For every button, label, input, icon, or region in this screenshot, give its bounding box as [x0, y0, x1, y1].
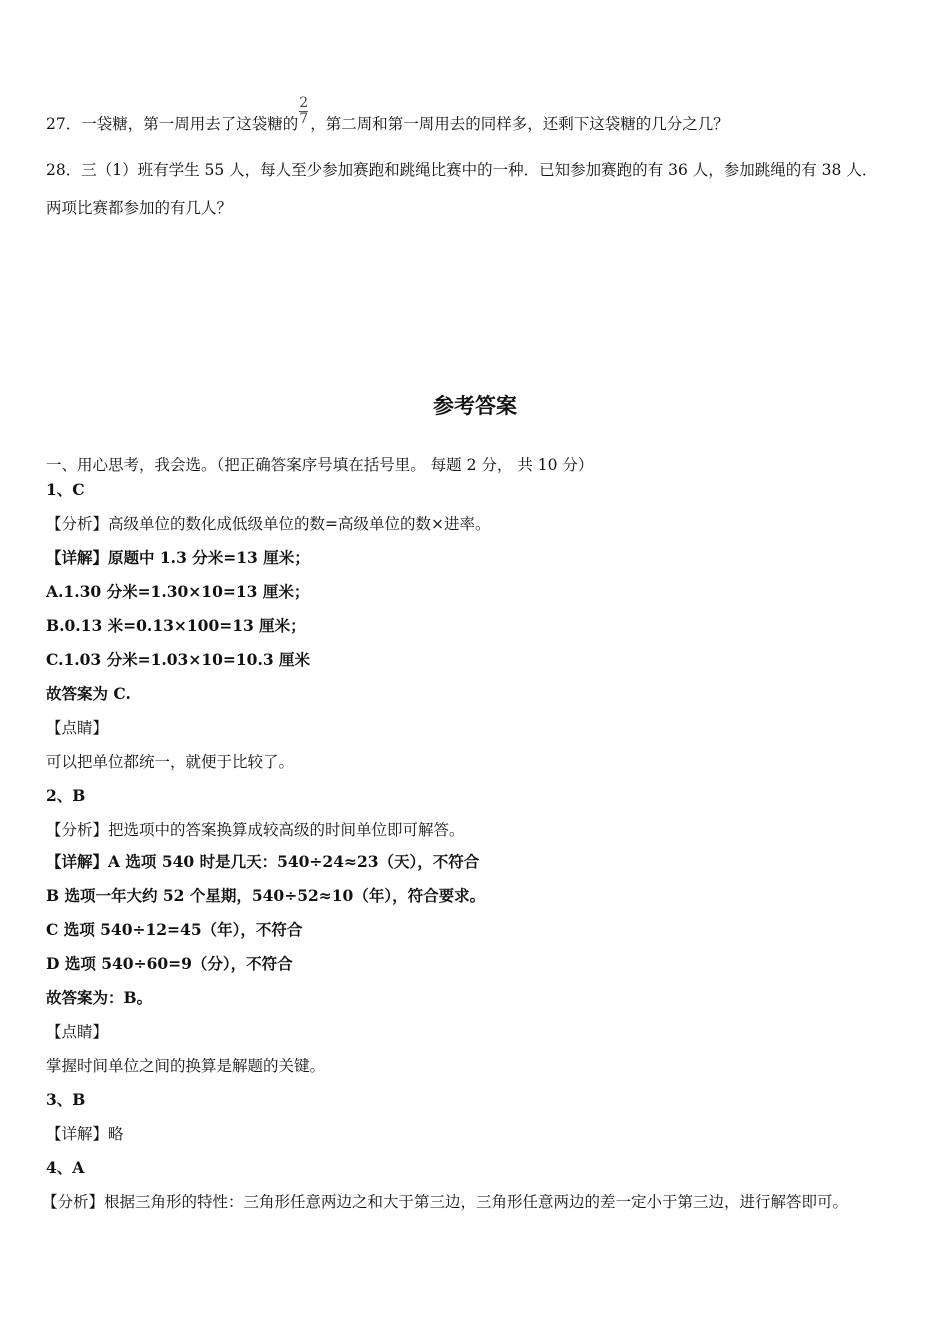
answer-line: 【分析】根据三角形的特性：三角形任意两边之和大于第三边，三角形任意两边的差一定小于第三边，进行解答即可。 — [42, 1193, 849, 1211]
answer-line: 【详解】原题中 1.3 分米=13 厘米； — [46, 548, 310, 567]
answer-line: 4、A — [46, 1158, 85, 1177]
answer-line: 2、B — [46, 786, 86, 805]
answer-line: 故答案为：B。 — [46, 988, 153, 1007]
answer-line: 【分析】把选项中的答案换算成较高级的时间单位即可解答。 — [46, 821, 465, 839]
answer-line: C.1.03 分米=1.03×10=10.3 厘米 — [46, 650, 311, 669]
answer-line: D 选项 540÷60=9（分），不符合 — [46, 954, 293, 973]
answer-line: A.1.30 分米=1.30×10=13 厘米； — [46, 582, 310, 601]
answer-line: 掌握时间单位之间的换算是解题的关键。 — [46, 1057, 326, 1075]
question-28-line-1: 28．三（1）班有学生 55 人，每人至少参加赛跑和跳绳比赛中的一种．已知参加赛跑的有 36 人，参加跳绳的有 38 人． — [46, 161, 878, 179]
section-1-heading: 一、用心思考，我会选。（把正确答案序号填在括号里。 每题 2 分， 共 10 分） — [46, 456, 594, 474]
answer-line: 3、B — [46, 1090, 86, 1109]
answer-line: 【详解】略 — [46, 1125, 124, 1143]
answer-line: 1、C — [46, 480, 85, 499]
answer-line: 故答案为 C. — [46, 684, 131, 703]
answer-line: 【点睛】 — [46, 719, 109, 737]
fraction-numerator: 2 — [299, 95, 309, 111]
answer-key-title: 参考答案 — [433, 394, 517, 418]
fraction-denominator: 7 — [299, 111, 309, 127]
answer-line: B.0.13 米=0.13×100=13 厘米； — [46, 616, 306, 635]
question-28-line-2: 两项比赛都参加的有几人？ — [46, 199, 233, 217]
fraction-two-sevenths — [298, 95, 310, 134]
question-27-text-before: 27．一袋糖，第一周用去了这袋糖的 — [46, 115, 299, 133]
answer-line: 【点睛】 — [46, 1023, 109, 1041]
answer-line: B 选项一年大约 52 个星期，540÷52≈10（年），符合要求。 — [46, 886, 486, 905]
answer-line: C 选项 540÷12=45（年），不符合 — [46, 920, 303, 939]
answer-line: 可以把单位都统一，就便于比较了。 — [46, 753, 295, 771]
answer-line: 【分析】高级单位的数化成低级单位的数=高级单位的数×进率。 — [46, 515, 491, 533]
answer-line: 【详解】A 选项 540 时是几天：540÷24≈23（天），不符合 — [46, 852, 480, 871]
question-27 — [46, 95, 729, 134]
question-27-text-after: ，第二周和第一周用去的同样多，还剩下这袋糖的几分之几？ — [310, 115, 729, 133]
